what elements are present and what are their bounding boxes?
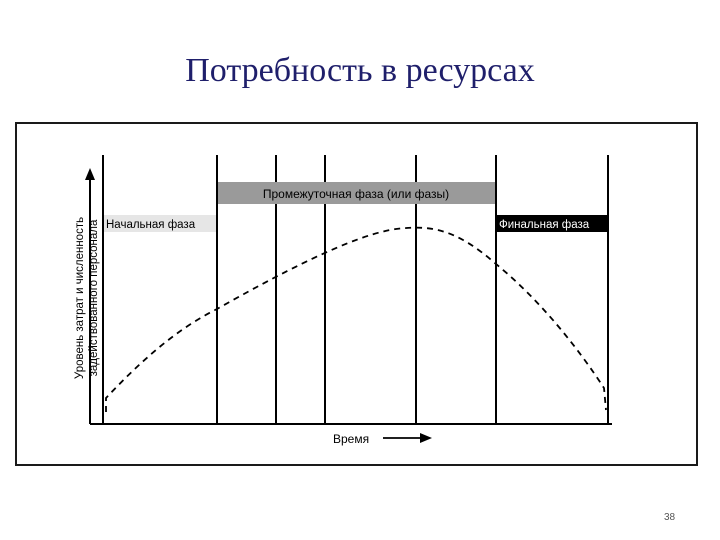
y-axis-label-line1: Уровень затрат и численность bbox=[74, 216, 86, 380]
slide-title: Потребность в ресурсах bbox=[185, 52, 535, 89]
resource-curve bbox=[106, 228, 606, 412]
y-axis-label-line2: задействованного персонала bbox=[88, 219, 100, 377]
intermediate-phase-label: Промежуточная фаза (или фазы) bbox=[262, 187, 450, 201]
slide-number: 38 bbox=[664, 512, 676, 523]
y-axis-arrow-icon bbox=[85, 168, 95, 180]
final-phase-label: Финальная фаза bbox=[499, 219, 590, 231]
initial-phase-label: Начальная фаза bbox=[106, 219, 196, 231]
time-arrow-icon bbox=[420, 433, 432, 443]
x-axis-label: Время bbox=[333, 432, 370, 446]
